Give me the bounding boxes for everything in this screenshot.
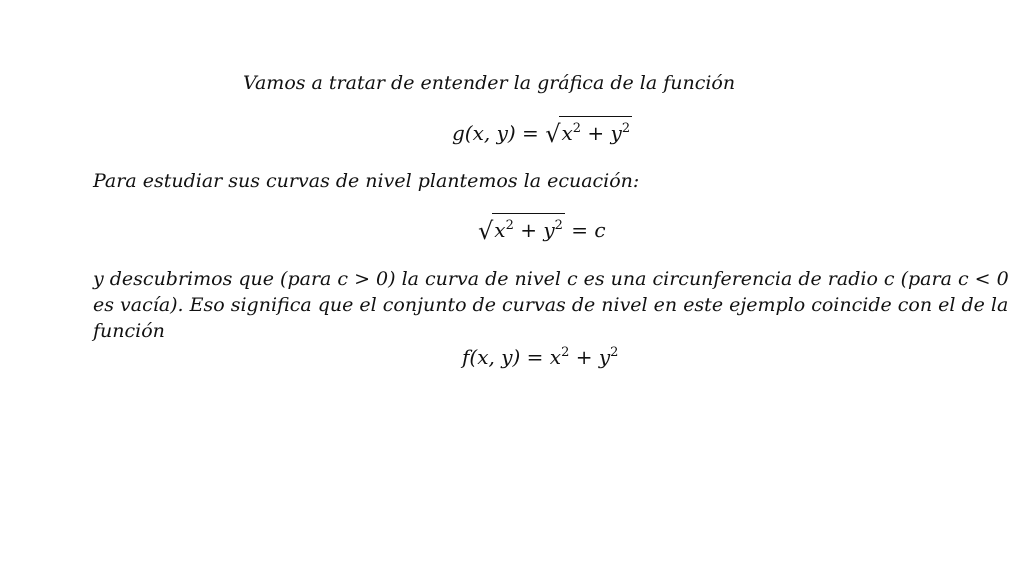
exponent: 2 bbox=[610, 345, 619, 360]
variable-x: x bbox=[549, 345, 562, 369]
level-curves-sentence: Para estudiar sus curvas de nivel plantemos la ecuación: bbox=[93, 170, 640, 192]
radical-sign-icon: √ bbox=[545, 120, 561, 148]
square-root bbox=[545, 116, 632, 147]
exponent: 2 bbox=[572, 121, 582, 136]
exponent: 2 bbox=[621, 121, 631, 136]
equation-f bbox=[462, 343, 618, 371]
variable-y: y bbox=[610, 121, 622, 145]
equation-g-lhs: g(x, y) = bbox=[452, 121, 546, 145]
paragraph-line: función bbox=[93, 320, 165, 342]
exponent: 2 bbox=[561, 345, 570, 360]
radicand bbox=[559, 116, 632, 147]
exponent: 2 bbox=[505, 218, 514, 233]
variable-x: x bbox=[494, 218, 506, 242]
square-root bbox=[478, 213, 565, 244]
exponent: 2 bbox=[554, 218, 563, 233]
radicand bbox=[492, 213, 565, 244]
variable-y: y bbox=[598, 345, 611, 369]
plus-operator: + bbox=[581, 121, 611, 145]
paragraph-line: y descubrimos que (para c > 0) la curva de nivel c es una circunferencia de radio c (para c < 0 bbox=[93, 268, 1009, 290]
equation-level-curve bbox=[478, 213, 606, 244]
radical-sign-icon: √ bbox=[478, 217, 494, 245]
variable-x: x bbox=[561, 121, 573, 145]
intro-sentence: Vamos a tratar de entender la gráfica de la función bbox=[243, 72, 736, 94]
variable-y: y bbox=[543, 218, 555, 242]
paragraph-line: es vacía). Eso significa que el conjunto de curvas de nivel en este ejemplo coincide con el de la bbox=[93, 294, 1009, 316]
equation-g bbox=[452, 116, 632, 147]
equation-level-curve-rhs: = c bbox=[564, 218, 606, 242]
equation-f-lhs: f(x, y) = bbox=[462, 345, 550, 369]
conclusion-paragraph bbox=[93, 266, 1009, 344]
plus-operator: + bbox=[569, 345, 599, 369]
plus-operator: + bbox=[513, 218, 544, 242]
